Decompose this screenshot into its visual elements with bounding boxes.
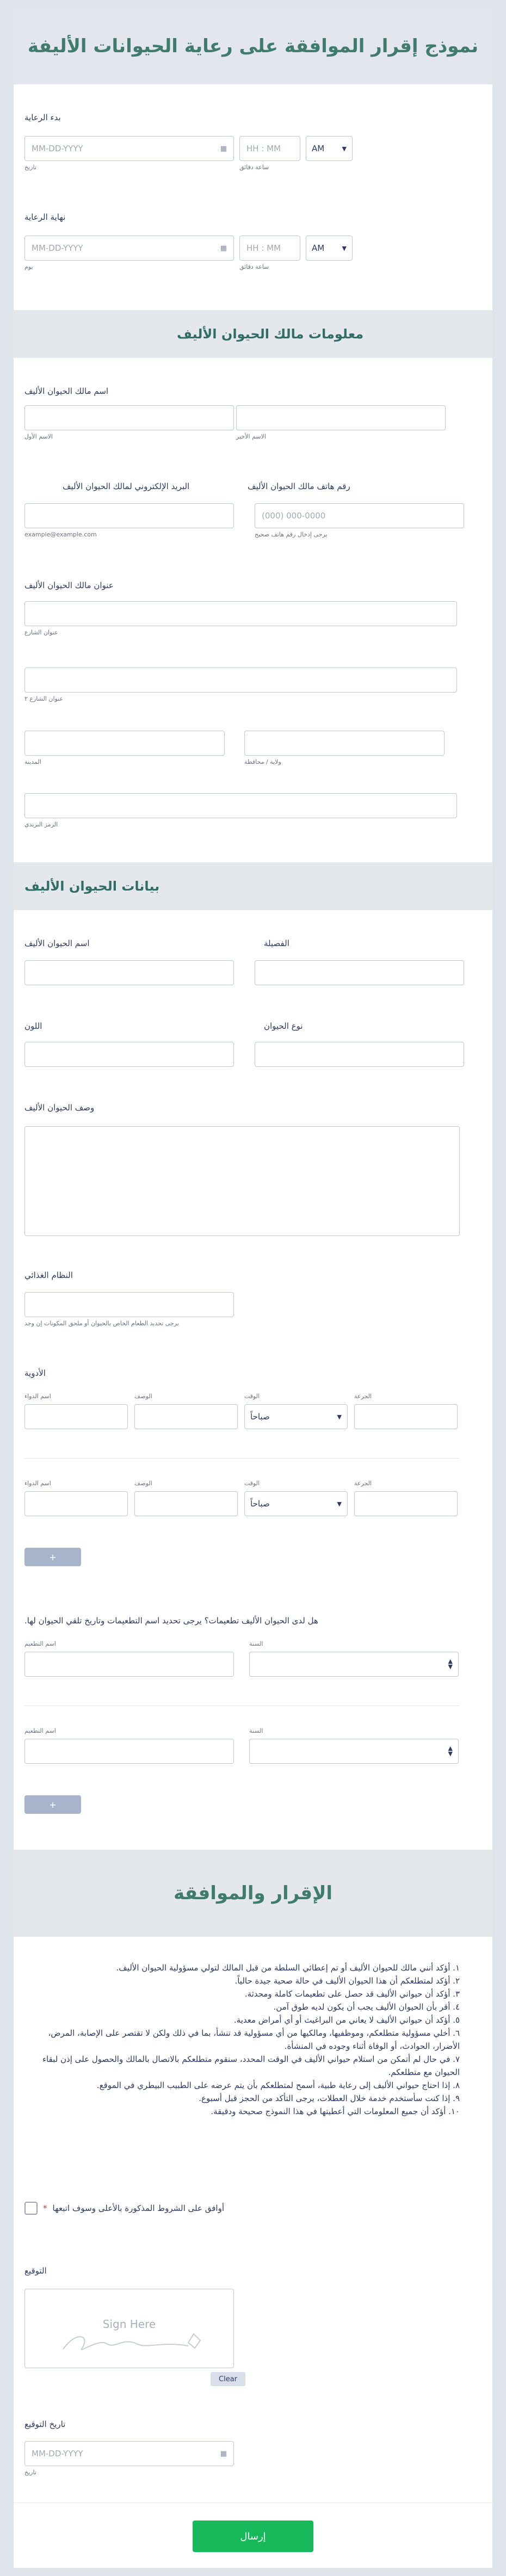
pet-breed-input[interactable]	[255, 960, 464, 985]
form-header	[14, 8, 492, 84]
pet-name-label: اسم الحيوان الأليف	[24, 938, 90, 948]
term-item: ٩. إذا كنت سأستخدم خدمة خلال العطلات، يرجى التأكد من الحجز قبل أسبوع.	[199, 2093, 460, 2103]
care-start-time-sub: ساعة دقائق	[239, 164, 269, 171]
med-col-dose: الجرعة	[354, 1480, 372, 1487]
pet-color-label: اللون	[24, 1021, 42, 1031]
owner-phone-label: رقم هاتف مالك الحيوان الأليف	[248, 481, 350, 491]
owner-phone-sub: يرجى إدخال رقم هاتف صحيح	[255, 531, 328, 538]
med-desc-input[interactable]	[134, 1491, 238, 1516]
state-sub: ولاية / محافظة	[244, 758, 281, 765]
med-col-time: الوقت	[244, 1393, 260, 1400]
vaccine-year-spinner[interactable]	[249, 1739, 459, 1764]
sign-date-label: تاريخ التوقيع	[24, 2419, 66, 2429]
owner-email-sub: example@example.com	[24, 531, 97, 538]
med-desc-input[interactable]	[134, 1404, 238, 1429]
care-start-date-input[interactable]: MM-DD-YYYY ▦	[24, 136, 234, 161]
street-input[interactable]	[24, 601, 457, 626]
med-name-input[interactable]	[24, 1404, 128, 1429]
chevron-down-icon: ▼	[337, 1413, 342, 1420]
med-row	[24, 1480, 460, 1516]
owner-email-label: البريد الإلكتروني لمالك الحيوان الأليف	[63, 481, 190, 491]
med-col-desc: الوصف	[134, 1393, 152, 1400]
city-sub: المدينة	[24, 758, 41, 765]
pet-type-label: نوع الحيوان	[264, 1021, 303, 1031]
meds-label: الأدوية	[24, 1368, 46, 1378]
owner-last-name-input[interactable]	[236, 405, 446, 430]
term-item: ٥. أؤكد أن حيواني الأليف لا يعاني من البراغيث أو أي أمراض معدية.	[233, 2015, 460, 2025]
term-item: ٤. أقر بأن الحيوان الأليف يجب أن يكون لديه طوق آمن.	[273, 2002, 460, 2012]
chevron-down-icon: ▼	[337, 1500, 342, 1508]
spinner-icon: ▲ ▼	[448, 1658, 453, 1670]
street2-sub: عنوان الشارع ٢	[24, 695, 64, 702]
med-col-name: اسم الدواء	[24, 1480, 51, 1487]
street-sub: عنوان الشارع	[24, 629, 58, 636]
terms-list	[24, 1961, 482, 2118]
vaccine-name-input[interactable]	[24, 1652, 234, 1677]
med-col-time: الوقت	[244, 1480, 260, 1487]
pet-diet-label: النظام الغذائي	[24, 1270, 73, 1280]
term-item: ٣. أؤكد أن حيواني الأليف قد حصل على تطعيمات كاملة ومحدثة.	[244, 1989, 460, 1999]
submit-button[interactable]: إرسال	[193, 2521, 313, 2552]
med-time-select[interactable]: صباحاً ▼	[244, 1491, 348, 1516]
term-item: ٦. أخلي مسؤولية متطلعكم، وموظفيها، ومالكيها من أي مسؤولية قد تنشأ، بما في ذلك ولكن لا تقتصر على الإصابة، المرض، الأضرار، الحوادث، أو الوفاة أثناء وجوده في المنشأة.	[48, 2028, 460, 2051]
city-input[interactable]	[24, 731, 225, 756]
pet-name-input[interactable]	[24, 960, 234, 985]
clear-signature-button[interactable]: Clear	[211, 2372, 245, 2386]
add-medication-button[interactable]: +	[24, 1548, 81, 1566]
vaccine-question: هل لدى الحيوان الأليف تطعيمات؟ يرجى تحديد اسم التطعيمات وتاريخ تلقي الحيوان لها.	[24, 1616, 318, 1626]
required-mark: *	[43, 2203, 47, 2213]
med-col-desc: الوصف	[134, 1480, 152, 1487]
state-input[interactable]	[244, 731, 445, 756]
form-title: نموذج إقرار الموافقة على رعاية الحيوانات الأليفة	[27, 35, 479, 57]
care-end-date-sub: يوم	[24, 263, 33, 270]
spinner-icon: ▲ ▼	[448, 1745, 453, 1757]
agreement-section-header	[14, 1850, 492, 1937]
owner-email-input[interactable]	[24, 503, 234, 528]
pet-diet-sub: يرجى تحديد الطعام الخاص بالحيوان أو ملحق المكونات إن وجد	[24, 1320, 179, 1327]
care-end-time-sub: ساعة دقائق	[239, 263, 269, 270]
pet-diet-input[interactable]	[24, 1292, 234, 1317]
med-col-name: اسم الدواء	[24, 1393, 51, 1400]
med-dose-input[interactable]	[354, 1404, 458, 1429]
care-start-ampm-select[interactable]: AM ▼	[306, 136, 353, 161]
pet-section-header	[14, 862, 492, 910]
care-end-date-input[interactable]: MM-DD-YYYY ▦	[24, 236, 234, 261]
signature-pad[interactable]	[24, 2289, 234, 2368]
calendar-icon[interactable]: ▦	[220, 2449, 227, 2458]
term-item: ٧. في حال لم أتمكن من استلام حيواني الأليف في الوقت المحدد، سنقوم متطلعكم بالاتصال بالمالك والحصول على إذن لبقاء الحيوان مع متطلعكم.	[42, 2054, 460, 2077]
term-item: ١. أؤكد أنني مالك للحيوان الأليف أو تم إعطائي السلطة من قبل المالك لتولي مسؤولية الحيوان الأليف.	[116, 1963, 460, 1973]
vaccine-year-header: السنة	[249, 1640, 263, 1647]
agree-label: أوافق على الشروط المذكورة بالأعلى وسوف اتبعها	[52, 2203, 224, 2213]
form-page	[14, 8, 492, 2568]
pet-desc-label: وصف الحيوان الأليف	[24, 1103, 95, 1113]
med-time-select[interactable]: صباحاً ▼	[244, 1404, 348, 1429]
sign-date-sub: تاريخ	[24, 2469, 36, 2476]
term-item: ٢. أؤكد لمتطلعكم أن هذا الحيوان الأليف في حالة صحية جيدة حالياً.	[235, 1976, 460, 1986]
pet-section-title: بيانات الحيوان الأليف	[24, 879, 160, 894]
care-start-time-input[interactable]: HH : MM	[239, 136, 300, 161]
vaccine-name-header: اسم التطعيم	[24, 1727, 56, 1734]
care-end-time-input[interactable]: HH : MM	[239, 236, 300, 261]
pet-desc-textarea[interactable]	[24, 1126, 460, 1236]
signature-label: التوقيع	[24, 2266, 47, 2276]
care-end-label: نهاية الرعاية	[24, 212, 66, 222]
owner-section-header	[14, 310, 492, 358]
calendar-icon[interactable]: ▦	[220, 244, 227, 252]
vaccine-name-input[interactable]	[24, 1739, 234, 1764]
add-vaccine-button[interactable]: +	[24, 1795, 81, 1814]
term-item: ١٠. أؤكد أن جميع المعلومات التي أعطيتها في هذا النموذج صحيحة ودقيقة.	[211, 2106, 460, 2116]
owner-first-name-input[interactable]	[24, 405, 234, 430]
pet-type-input[interactable]	[255, 1042, 464, 1067]
med-col-dose: الجرعة	[354, 1393, 372, 1400]
zip-sub: الرمز البريدي	[24, 821, 58, 828]
med-name-input[interactable]	[24, 1491, 128, 1516]
care-start-date-sub: تاريخ	[24, 164, 36, 171]
vaccine-name-header: اسم التطعيم	[24, 1640, 56, 1647]
care-end-ampm-select[interactable]: AM ▼	[306, 236, 353, 261]
calendar-icon[interactable]: ▦	[220, 144, 227, 153]
owner-name-label: اسم مالك الحيوان الأليف	[24, 386, 109, 396]
sign-date-input[interactable]: MM-DD-YYYY ▦	[24, 2441, 234, 2466]
chevron-down-icon: ▼	[342, 244, 347, 252]
vaccine-year-header: السنة	[249, 1727, 263, 1734]
owner-phone-input[interactable]: (000) 000-0000	[255, 503, 464, 528]
sign-here-text: Sign Here	[102, 2318, 156, 2331]
street2-input[interactable]	[24, 668, 457, 693]
pet-color-input[interactable]	[24, 1042, 234, 1067]
term-item: ٨. إذا احتاج حيواني الأليف إلى رعاية طبية، أسمح لمتطلعكم بأن يتم عرضه على الطبيب البيطري في الموقع.	[96, 2080, 460, 2090]
chevron-down-icon: ▼	[342, 145, 347, 152]
owner-section-title: معلومات مالك الحيوان الأليف	[177, 326, 364, 342]
zip-input[interactable]	[24, 793, 457, 818]
med-dose-input[interactable]	[354, 1491, 458, 1516]
care-start-label: بدء الرعاية	[24, 113, 61, 122]
agreement-section-title: الإقرار والموافقة	[173, 1882, 333, 1904]
vaccine-year-spinner[interactable]	[249, 1652, 459, 1677]
agree-checkbox[interactable]	[24, 2202, 38, 2215]
owner-last-name-sub: الاسم الأخير	[236, 433, 266, 440]
owner-first-name-sub: الاسم الأول	[24, 433, 53, 440]
owner-address-label: عنوان مالك الحيوان الأليف	[24, 580, 114, 590]
pet-breed-label: الفصيلة	[264, 938, 289, 948]
row-divider	[24, 1458, 460, 1459]
med-row	[24, 1393, 460, 1429]
